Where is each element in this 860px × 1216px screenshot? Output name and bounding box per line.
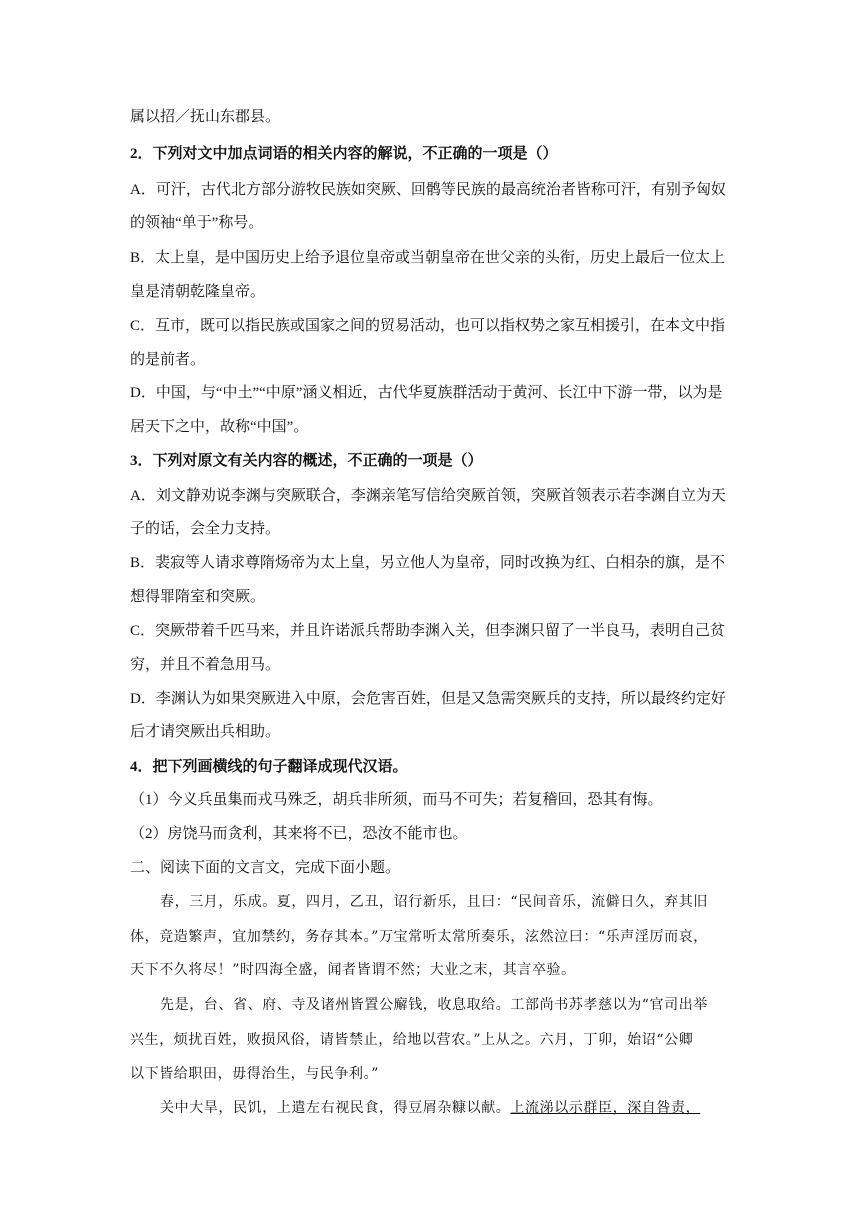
text-line: 穷，并且不着急用马。 xyxy=(130,657,281,673)
text-line: 的是前者。 xyxy=(130,352,206,368)
option-d: D．中国，与“中土”“中原”涵义相近，古代华夏族群活动于黄河、长江中下游一带，以为是 xyxy=(130,385,723,401)
option-c: C．突厥带着千匹马来，并且许诺派兵帮助李渊入关，但李渊只留了一半良马，表明自己贫 xyxy=(130,623,726,639)
underlined-sentence: 上流涕以示群臣，深自咎责， xyxy=(510,1100,701,1116)
passage-text: 关中大旱，民饥，上遣左右视民食，得豆屑杂糠以献。 xyxy=(160,1100,511,1116)
section-heading: 二、阅读下面的文言文，完成下面小题。 xyxy=(130,860,401,876)
passage-line: 兴生，烦扰百姓，败损风俗，请皆禁止，给地以营农。”上从之。六月，丁卯，始诏“公卿 xyxy=(130,1032,694,1048)
passage-line xyxy=(160,1098,730,1118)
passage-line: 春，三月，乐成。夏，四月，乙丑，诏行新乐，且曰：“民间音乐，流僻日久，弃其旧 xyxy=(160,894,708,910)
option-b: B．裴寂等人请求尊隋炀帝为太上皇，另立他人为皇帝，同时改换为红、白相杂的旗，是不 xyxy=(130,555,726,571)
option-b: B．太上皇，是中国历史上给予退位皇帝或当朝皇帝在世父亲的头衔，历史上最后一位太上 xyxy=(130,250,726,266)
translation-item-2: （2）房饶马而贪利，其来将不已，恐汝不能市也。 xyxy=(130,826,468,842)
option-a: A．可汗，古代北方部分游牧民族如突厥、回鹘等民族的最高统治者皆称可汗，有别予匈奴 xyxy=(130,182,726,198)
text-line: 的领袖“单于”称号。 xyxy=(130,215,264,231)
text-line: 想得罪隋室和突厥。 xyxy=(130,589,266,605)
option-a: A．刘文静劝说李渊与突厥联合，李渊亲笔写信给突厥首领，突厥首领表示若李渊自立为天 xyxy=(130,488,726,504)
text-line: 后才请突厥出兵相助。 xyxy=(130,724,281,740)
question-3: 3．下列对原文有关内容的概述，不正确的一项是（） xyxy=(130,453,483,469)
text-line: 皇是清朝乾隆皇帝。 xyxy=(130,284,266,300)
passage-line: 先是，台、省、府、寺及诸州皆置公廨钱，收息取给。工部尚书苏孝慈以为“官司出举 xyxy=(160,997,708,1013)
question-4: 4．把下列画横线的句子翻译成现代汉语。 xyxy=(130,759,408,775)
passage-line: 天下不久将尽！”时四海全盛，闻者皆谓不然；大业之末，其言卒验。 xyxy=(130,962,576,978)
passage-line: 以下皆给职田，毋得治生，与民争利。” xyxy=(130,1066,379,1082)
option-c: C．互市，既可以指民族或国家之间的贸易活动，也可以指权势之家互相援引，在本文中指 xyxy=(130,318,726,334)
passage-line: 体，竞造繁声，宜加禁约，务存其本。”万宝常听太常所奏乐，泫然泣曰：“乐声淫厉而哀， xyxy=(130,929,708,945)
question-2: 2．下列对文中加点词语的相关内容的解说，不正确的一项是（） xyxy=(130,146,558,162)
text-line: 属以招／抚山东郡县。 xyxy=(130,109,281,125)
text-line: 子的话，会全力支持。 xyxy=(130,521,281,537)
text-line: 居天下之中，故称“中国”。 xyxy=(130,419,309,435)
option-d: D．李渊认为如果突厥进入中原，会危害百姓，但是又急需突厥兵的支持，所以最终约定好 xyxy=(130,691,726,707)
translation-item-1: （1）今义兵虽集而戎马殊乏，胡兵非所须，而马不可失；若复稽回，恐其有悔。 xyxy=(130,792,663,808)
